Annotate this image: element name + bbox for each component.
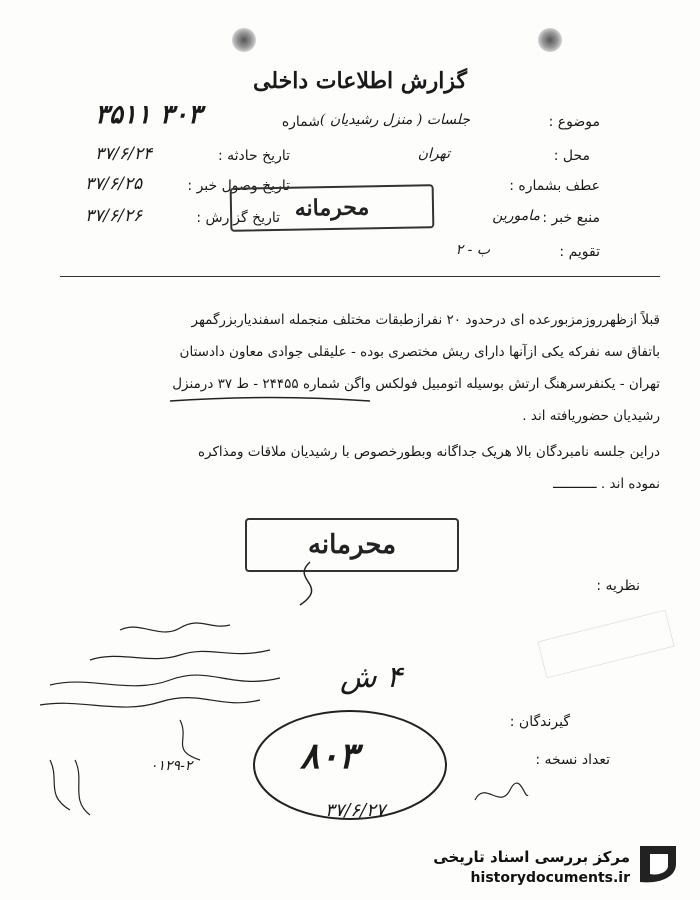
handwritten-number: ۸۰۳ [300,735,359,777]
rating-value: ب - ۲ [455,242,490,258]
punch-hole-left [232,28,256,52]
body-line-5: دراین جلسه نامبردگان بالا هریک جداگانه وبطورخصوص با رشیدیان ملاقات ومذاکره [197,444,660,460]
footer-org-name: مرکز بررسی اسناد تاریخی [433,848,630,866]
footer-website: historydocuments.ir [470,870,630,886]
footer-logo-icon [634,840,682,888]
handwritten-serial: ۰۱۲۹-۲ [150,758,193,774]
number-value: ۳۵۱۱ ۳۰۳ [95,100,202,130]
copies-signature [470,780,530,810]
place-label: محل : [553,148,590,164]
faded-stamp [537,610,674,679]
body-underline [170,396,370,406]
handwritten-date: ۳۷/۶/۲۷ [325,800,386,821]
subject-label: موضوع : [548,114,600,130]
confidential-stamp-middle [245,518,459,572]
report-date-label: تاریخ گزارش : [196,210,280,226]
recipients-label: گیرندگان : [509,714,570,730]
number-label: شماره [281,114,320,130]
subject-value: جلسات ( منزل رشیدیان ) [319,112,470,128]
stamp-top-text: محرمانه [294,194,370,222]
report-date-value: ۳۷/۶/۲۶ [85,206,143,226]
header-divider [60,276,660,277]
source-value: مامورین [492,208,540,224]
rating-label: تقویم : [559,244,600,260]
event-date-value: ۳۷/۶/۲۴ [95,144,153,164]
page-title: گزارش اطلاعات داخلی [253,68,467,94]
body-line-2: باتفاق سه نفرکه یکی ازآنها دارای ریش مختصری بوده - علیقلی جوادی معاون دادستان [179,344,660,360]
copies-label: تعداد نسخه : [535,752,610,768]
punch-hole-right [538,28,562,52]
place-value: تهران [417,146,450,162]
opinion-label: نظریه : [596,578,640,594]
event-date-label: تاریخ حادثه : [217,148,290,164]
received-date-value: ۳۷/۶/۲۵ [85,174,143,194]
confidential-stamp-top [230,184,435,232]
stamp-middle-text: محرمانه [307,530,397,560]
received-date-label: تاریخ وصول خبر : [187,178,290,194]
handwritten-code: ۴ ش [340,660,403,695]
body-line-4: رشیدیان حضوریافته اند . [522,408,660,424]
body-line-1: قبلاً ازظهرروزمزبورعده ای درحدود ۲۰ نفرازطبقات مختلف منجمله اسفندیاربزرگمهر [191,312,660,328]
body-line-3: تهران - یکنفرسرهنگ ارتش بوسیله اتومبیل فولکس واگن شماره ۲۴۴۵۵ - ط ۳۷ درمنزل [172,376,660,392]
source-label: منبع خبر : [542,210,600,226]
body-line-6: نموده اند . ـــــــــــ [553,476,660,492]
ref-label: عطف بشماره : [509,178,600,194]
stamp-scribble [280,560,340,610]
